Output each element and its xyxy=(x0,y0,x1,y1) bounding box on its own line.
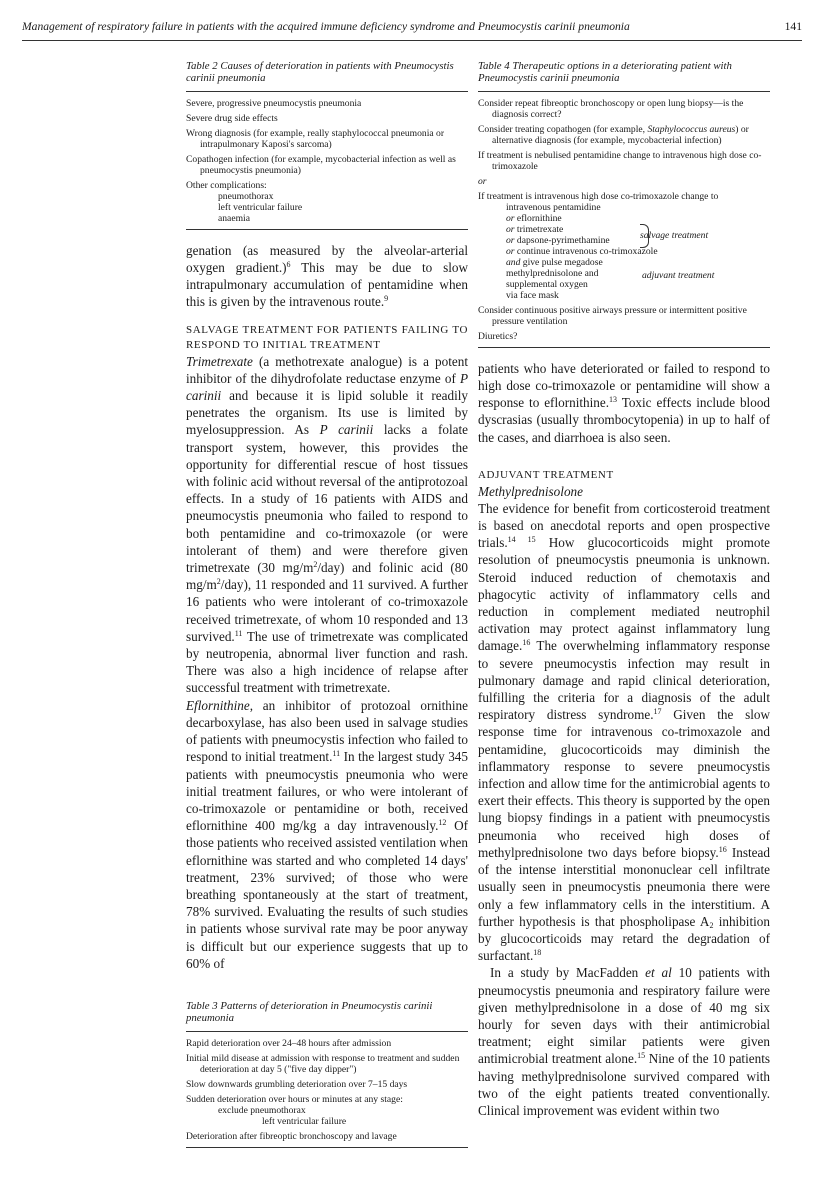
left-column xyxy=(186,60,468,1148)
paragraph-macfadden: In a study by MacFadden et al 10 patients with pneumocystis pneumonia and respiratory failure were given methylprednisolone in a dose of 40 mg six hourly for seven days with their antimicrobial treatment; eight similar patients were given antimicrobial treatment alone.$^{15}$ Nine of the 10 patients having methylprednisolone survived compared with two of the eight patients treated conventionally. Clinical improvement was evident within two xyxy=(478,965,771,1118)
sudden-label: Sudden deterioration over hours or minutes at any stage: xyxy=(186,1093,403,1105)
paragraph: genation (as measured by the alveolar-arterial oxygen gradient.)$^6$ This may be due to slow intrapulmonary accumulation of pentamidine when this is given by the intravenous route.$^9$ xyxy=(186,242,469,310)
right-body-text xyxy=(478,360,770,1119)
table-row xyxy=(186,180,468,224)
option-item: or continue intravenous co-trimoxazole xyxy=(506,245,658,257)
running-title: Management of respiratory failure in patients with the acquired immune deficiency syndrome and Pneumocystis carinii pneumonia xyxy=(22,20,630,33)
paragraph-methylprednisolone: The evidence for benefit from corticosteroid treatment is based on anecdotal reports and open prospective trials.$^{14 15}$ How glucocorticoids might promote resolution of pneumocystis pneumonia is unknown. Steroid induced reduction of chemotaxis and phagocytic activity of inflammatory cells and reduction in complement mediated neutrophil activation may protect against inflammatory lung damage.$^{16}$ The overwhelming inflammatory response to severe pneumocystis infection may result in pulmonary damage and rapid clinical deterioration, fulfilling the criteria for a diagnosis of the adult respiratory distress syndrome.$^{17}$ Given the slow response time for intravenous co-trimoxazole and pentamidine, glucocorticoids may diminish the inflammatory response to severe pneumocystis infection and allow time for the antimicrobial agents to exert their effects. This theory is supported by the open lung biopsy findings in a patient with pneumocystis pneumonia who received high doses of methylprednisolone two days before biopsy.$^{16}$ Instead of the intense interstitial mononuclear cell infiltrate usually seen in pneumocystis pneumonia there were only a few inflammatory cells in the interstitium. A further hypothesis is that phospholipase $A_2$ inhibition by glucocorticoids may retard the degradation of surfactant.$^{18}$ xyxy=(478,500,771,964)
adjuvant-treatment-label: adjuvant treatment xyxy=(642,269,715,281)
salvage-treatment-label: salvage treatment xyxy=(640,229,709,241)
list-item: exclude pneumothorax xyxy=(218,1104,306,1116)
table-4-caption: Table 4 Therapeutic options in a deteriorating patient with Pneumocystis carinii pneumonia xyxy=(478,60,732,85)
table-3-caption: Table 3 Patterns of deterioration in Pneumocystis carinii pneumonia xyxy=(186,999,433,1025)
table-row: Consider continuous positive airways pressure or intermittent positive pressure ventilation xyxy=(478,304,747,327)
table-2 xyxy=(186,60,468,230)
table-row: Initial mild disease at admission with response to treatment and sudden deterioration at day 5 ("five day dipper") xyxy=(186,1052,460,1075)
other-complications-label: Other complications: xyxy=(186,179,267,191)
table-row: Consider treating copathogen (for example, Staphylococcus aureus) or alternative diagnosis (for example, mycobacterial infection) xyxy=(478,123,749,146)
option-item: via face mask xyxy=(506,289,559,301)
section-heading-adjuvant: ADJUVANT TREATMENT xyxy=(478,468,614,481)
table-4 xyxy=(478,60,770,348)
table-row: Deterioration after fibreoptic bronchoscopy and lavage xyxy=(186,1130,397,1142)
or-separator: or xyxy=(478,175,487,187)
subheading-methylprednisolone: Methylprednisolone xyxy=(478,483,583,499)
table-4-body xyxy=(478,91,770,348)
table-row: If treatment is intravenous high dose co-trimoxazole change to intravenous pentamidine or eflornithine or trimetrexate or dapsone-pyrimethamine or continue intravenous co-trimoxazole and give pulse megadose methylprednisolone and supplemental oxygen via face mask salvage treatment adjuvant treatment xyxy=(478,191,770,301)
paragraph-eflornithine: Eflornithine, an inhibitor of protozoal ornithine decarboxylase, has also been used in salvage studies of patients with pneumocystis infection who failed to respond to initial treatment.$^{11}$ In the largest study 345 patients with pneumocystis pneumonia who were initial treatment failures, or who were intolerant of co-trimoxazole or pentamidine or both, received eflornithine 400 mg/kg a day intravenously.$^{12}$ Of those patients who received assisted ventilation when eflornithine was started and who completed 14 days' treatment, 23% survived; of those who were breathing spontaneously at the start of treatment, 78% survived. Evaluating the results of such studies in patients whose survival rate may be poor anyway is difficult but our experience suggests that up to 60% of xyxy=(186,697,468,971)
table-row: Slow downwards grumbling deterioration over 7–15 days xyxy=(186,1078,408,1090)
table-row: If treatment is nebulised pentamidine change to intravenous high dose co-trimoxazole xyxy=(478,149,762,172)
right-column xyxy=(478,60,770,1119)
list-item: anaemia xyxy=(218,212,250,224)
option-item: or trimetrexate xyxy=(506,223,564,235)
table-3-body xyxy=(186,1031,468,1148)
list-item: pneumothorax xyxy=(218,190,274,202)
option-item: intravenous pentamidine xyxy=(506,201,601,213)
option-item: methylprednisolone and xyxy=(506,267,599,279)
option-item: supplemental oxygen xyxy=(506,278,588,290)
option-item: or dapsone-pyrimethamine xyxy=(506,234,610,246)
table-row: Copathogen infection (for example, mycobacterial infection as well as pneumocystis pneumonia) xyxy=(186,153,456,176)
treatment-options xyxy=(492,202,770,301)
section-heading-salvage: SALVAGE TREATMENT FOR PATIENTS FAILING TO RESPOND TO INITIAL TREATMENT xyxy=(186,323,468,351)
list-item: left ventricular failure xyxy=(218,201,303,213)
table-2-body xyxy=(186,91,468,230)
option-item: and give pulse megadose xyxy=(506,256,603,268)
table-3 xyxy=(186,1000,468,1148)
list-item: left ventricular failure xyxy=(262,1115,347,1127)
table-row: Rapid deterioration over 24–48 hours after admission xyxy=(186,1037,392,1049)
table-row: Severe, progressive pneumocystis pneumonia xyxy=(186,97,362,109)
page-number: 141 xyxy=(784,20,802,33)
table-row: Consider repeat fibreoptic bronchoscopy or open lung biopsy—is the diagnosis correct? xyxy=(478,97,744,120)
paragraph: patients who have deteriorated or failed to respond to high dose co-trimoxazole or pentamidine will show a response to eflornithine.$^{13}$ Toxic effects include blood dyscrasias (usually thrombocytopenia) in up to half of the cases, and diarrhoea is also seen. xyxy=(478,360,771,445)
left-body-text xyxy=(186,242,468,972)
table-row: Severe drug side effects xyxy=(186,112,278,124)
table-row: Diuretics? xyxy=(478,330,518,342)
option-item: or eflornithine xyxy=(506,212,562,224)
table-2-caption: Table 2 Causes of deterioration in patients with Pneumocystis carinii pneumonia xyxy=(186,60,454,85)
table-row: Wrong diagnosis (for example, really staphylococcal pneumonia or intrapulmonary Kaposi's sarcoma) xyxy=(186,127,445,150)
table-row xyxy=(186,1094,468,1127)
running-header xyxy=(22,20,802,41)
paragraph-trimetrexate: Trimetrexate (a methotrexate analogue) is a potent inhibitor of the dihydrofolate reductase enzyme of P carinii and because it is lipid soluble it readily penetrates the organism. Its use is limited by myelosuppression. As P carinii lacks a folate transport system, however, this provides the opportunity for differential rescue of host tissues with folinic acid without reversal of the antiprotozoal effects. In a study of 16 patients with AIDS and pneumocystis pneumonia who failed to respond to both pentamidine and co-trimoxazole (or were intolerant of them) and were therefore given trimetrexate (30 $mg/m^2/day$) and folinic acid (80 $mg/m^2/day$), 11 responded and 11 survived. A further 16 patients who were intolerant of co-trimoxazole received trimetrexate, of whom 10 responded and 13 survived.$^{11}$ The use of trimetrexate was complicated by neutropenia, abnormal liver function and rash. There was also a high incidence of relapse after successful treatment with trimetrexate. xyxy=(186,353,468,696)
